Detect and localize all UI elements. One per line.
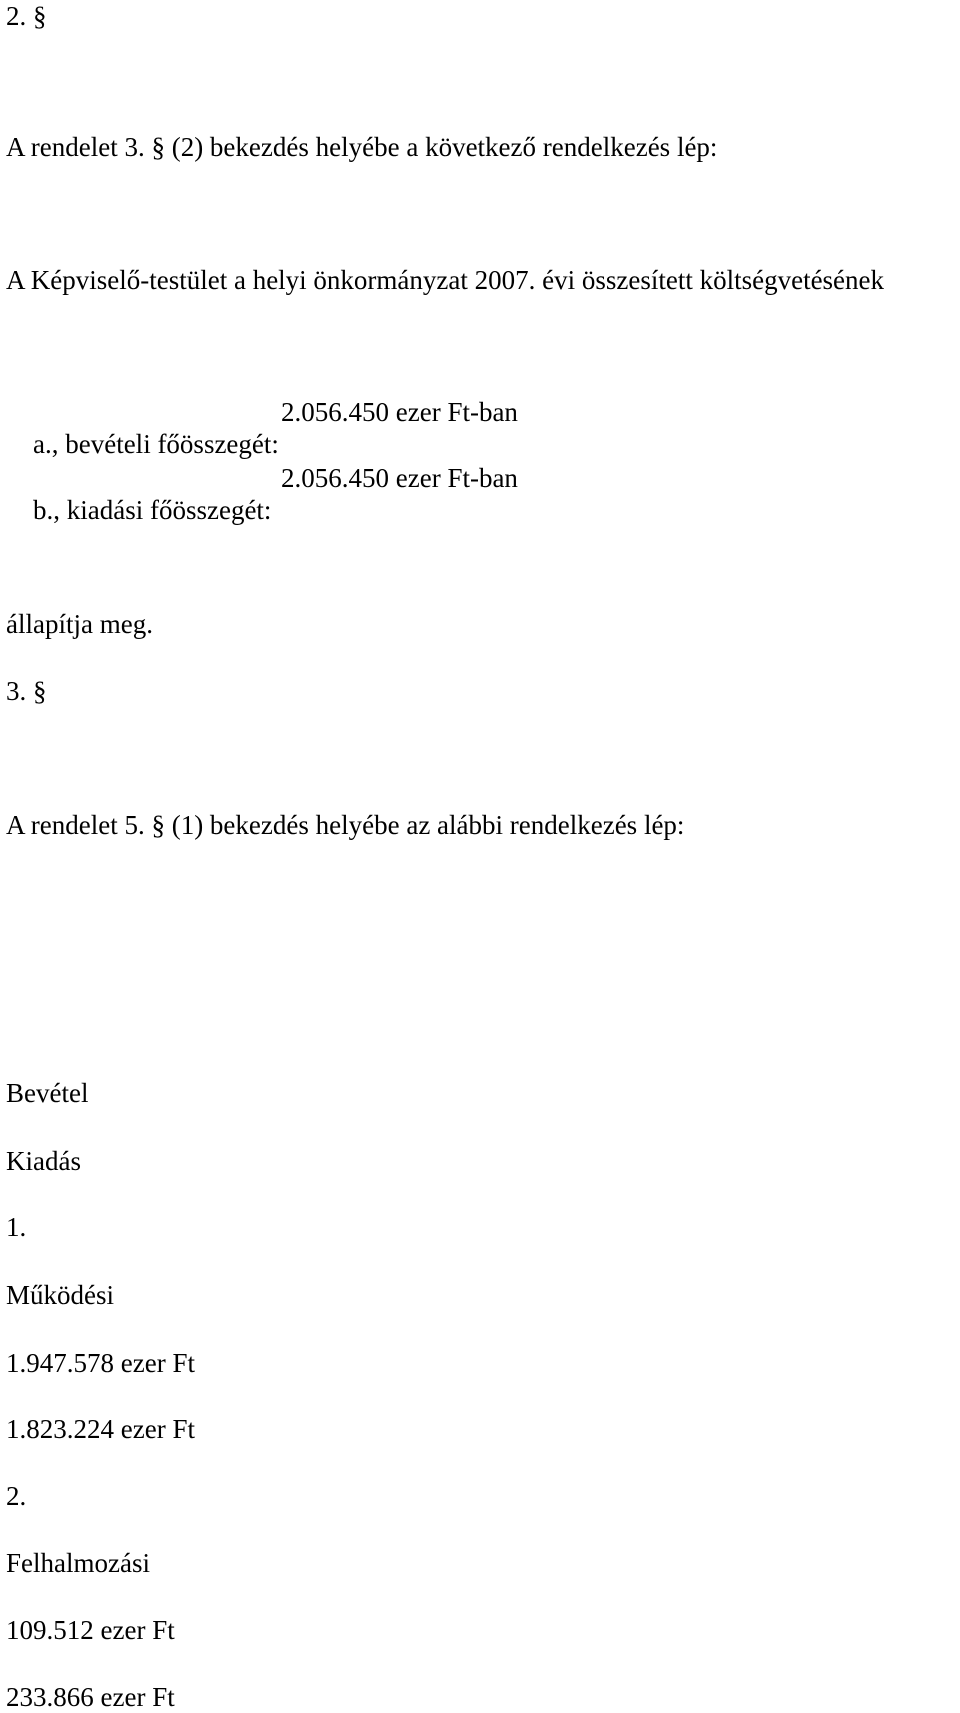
section-2-closing: állapítja meg. — [6, 609, 153, 639]
row-name: Működési — [6, 1280, 114, 1310]
expense-total-value: 2.056.450 ezer Ft-ban — [281, 463, 518, 493]
section-2-intro: A rendelet 3. § (2) bekezdés helyébe a következő rendelkezés lép: — [6, 132, 718, 162]
expense-total-item — [6, 462, 518, 590]
revenue-total-label: a., bevételi főösszegét: — [33, 429, 279, 459]
row-revenue: 109.512 ezer Ft — [6, 1615, 175, 1645]
revenue-total-value: 2.056.450 ezer Ft-ban — [281, 397, 518, 427]
table-header-expense: Kiadás — [6, 1146, 81, 1176]
section-3-intro: A rendelet 5. § (1) bekezdés helyébe az alábbi rendelkezés lép: — [6, 810, 685, 840]
row-expense: 1.823.224 ezer Ft — [6, 1414, 195, 1444]
section-3-heading: 3. § — [6, 676, 47, 706]
section-2-body: A Képviselő-testület a helyi önkormányzat 2007. évi összesített költségvetésének — [6, 265, 885, 295]
table-header-revenue: Bevétel — [6, 1078, 89, 1108]
row-expense: 233.866 ezer Ft — [6, 1682, 175, 1712]
expense-total-label: b., kiadási főösszegét: — [33, 495, 272, 525]
row-name: Felhalmozási — [6, 1548, 150, 1578]
row-revenue: 1.947.578 ezer Ft — [6, 1348, 195, 1378]
section-2-heading: 2. § — [6, 1, 47, 31]
row-number: 1. — [6, 1212, 27, 1242]
row-number: 2. — [6, 1481, 27, 1511]
